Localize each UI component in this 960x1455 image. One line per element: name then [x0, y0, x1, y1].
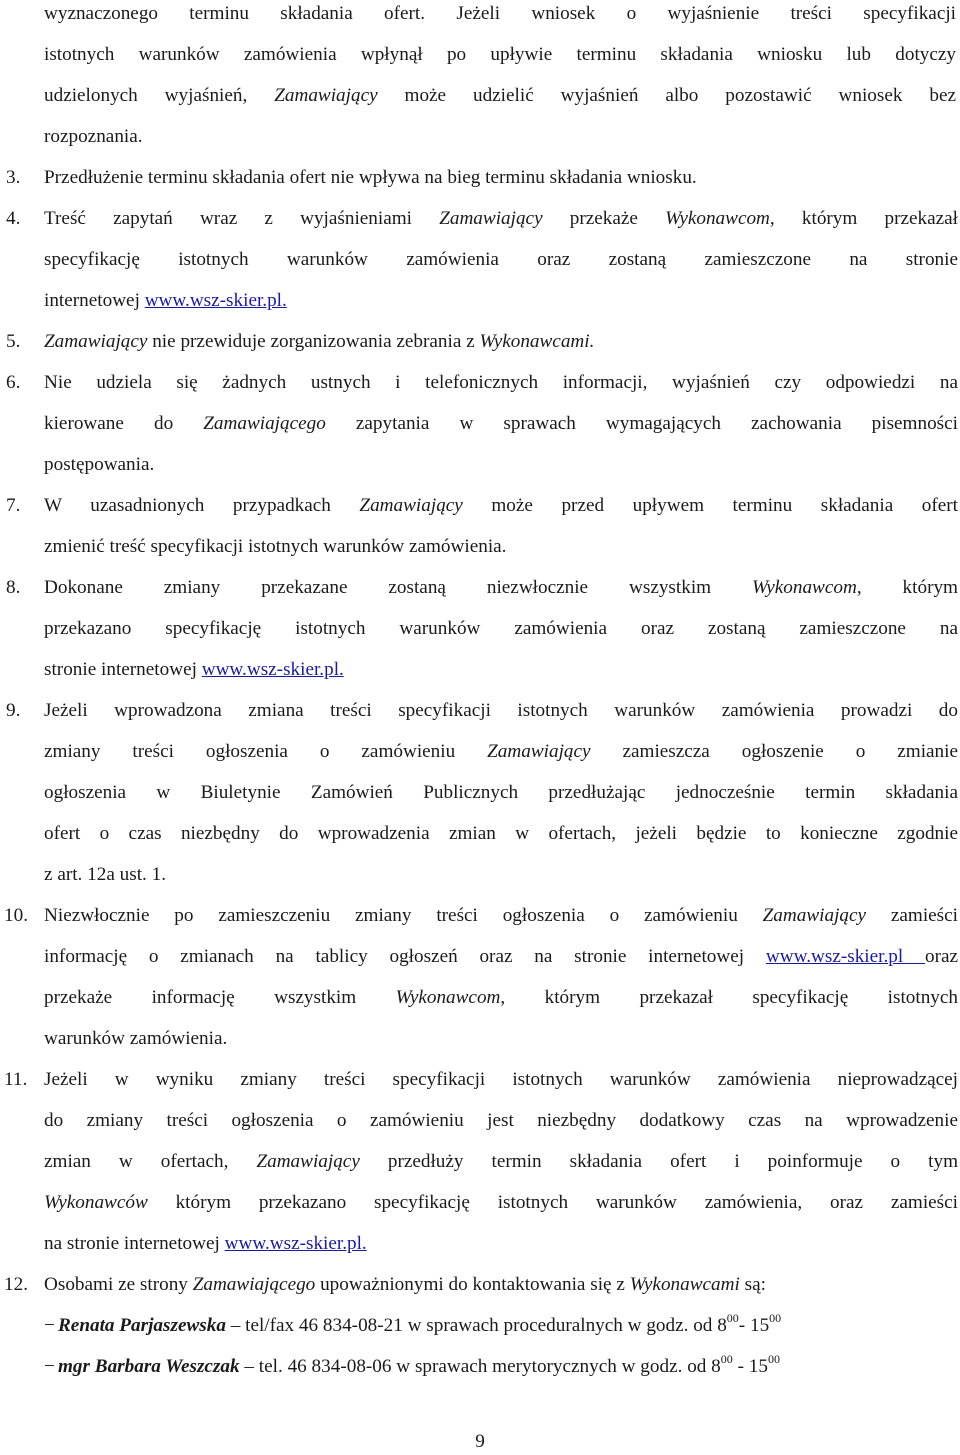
contact-text: Renata Parjaszewska – tel/fax 46 834-08-21 w sprawach proceduralnych w godz. od $8^{00}-$ $15^{00}$	[58, 1311, 782, 1336]
text-mixed	[44, 75, 956, 116]
text-line	[0, 0, 960, 34]
item-number: 8.	[6, 577, 21, 598]
item-number: 4.	[6, 208, 21, 229]
text-line	[0, 526, 960, 567]
term-wykonawcom: Wykonawcom	[752, 577, 857, 598]
term-zamawiajacego: Zamawiającego	[192, 1274, 316, 1295]
item-text: stronie internetowej www.wsz-skier.pl.	[44, 659, 344, 680]
list-item-9	[0, 690, 960, 731]
term-wykonawcom: Wykonawcom	[395, 987, 501, 1008]
item-text: Niezwłocznie po zamieszczeniu zmiany treści ogłoszenia o zamówieniu Zamawiający zamieści	[44, 905, 958, 926]
item-text: na stronie internetowej www.wsz-skier.pl.	[44, 1233, 367, 1254]
text: może udzielić wyjaśnień albo pozostawić wniosek bez	[377, 85, 956, 106]
text-line	[0, 75, 960, 116]
item-text: internetowej www.wsz-skier.pl.	[44, 290, 287, 311]
text-line	[0, 1100, 960, 1141]
list-item-3	[0, 157, 960, 198]
item-text: ofert o czas niezbędny do wprowadzenia zmian w ofertach, jeżeli będzie to konieczne zgodnie	[44, 823, 958, 844]
item-text: Zamawiający nie przewiduje zorganizowania zebrania z Wykonawcami.	[44, 331, 595, 352]
item-text: Osobami ze strony Zamawiającego upoważnionymi do kontaktowania się z Wykonawcami są:	[44, 1274, 766, 1295]
item-text: W uzasadnionych przypadkach Zamawiający może przed upływem terminu składania ofert	[44, 495, 958, 516]
text-line	[0, 977, 960, 1018]
term-zamawiajacy: Zamawiający	[44, 331, 148, 352]
item-number: 3.	[6, 167, 21, 188]
item-text: Dokonane zmiany przekazane zostaną niezwłocznie wszystkim Wykonawcom, którym	[44, 577, 958, 598]
text-line	[0, 116, 960, 157]
item-text: Wykonawców którym przekazano specyfikację istotnych warunków zamówienia, oraz zamieści	[44, 1192, 958, 1213]
item-number: 5.	[6, 331, 21, 352]
term-zamawiajacy: Zamawiający	[274, 85, 378, 106]
text-line	[0, 1141, 960, 1182]
item-number: 6.	[6, 372, 21, 393]
page-number: 9	[475, 1431, 485, 1452]
text-line	[0, 444, 960, 485]
text-line	[0, 239, 960, 280]
term-zamawiajacy: Zamawiający	[359, 495, 463, 516]
text-line	[0, 34, 960, 75]
item-text: do zmiany treści ogłoszenia o zamówieniu jest niezbędny dodatkowy czas na wprowadzenie	[44, 1110, 958, 1131]
item-text: przekazano specyfikację istotnych warunków zamówienia oraz zostaną zamieszczone na	[44, 618, 958, 639]
text-line	[0, 731, 960, 772]
dash-bullet: −	[44, 1356, 55, 1377]
term-zamawiajacy: Zamawiający	[762, 905, 867, 926]
list-item-6	[0, 362, 960, 403]
term-wykonawcow: Wykonawców	[44, 1192, 148, 1213]
term-zamawiajacy: Zamawiający	[439, 208, 543, 229]
item-text: z art. 12a ust. 1.	[44, 864, 167, 885]
text: wyznaczonego terminu składania ofert. Jeżeli wniosek o wyjaśnienie treści specyfikacji	[44, 3, 956, 24]
item-number: 12.	[4, 1274, 28, 1295]
text-line	[0, 649, 960, 690]
item-text: specyfikację istotnych warunków zamówienia oraz zostaną zamieszczone na stronie	[44, 249, 958, 270]
item-text: kierowane do Zamawiającego zapytania w sprawach wymagających zachowania pisemności	[44, 413, 958, 434]
contact-name: Renata Parjaszewska	[58, 1315, 226, 1336]
item-text: warunków zamówienia.	[44, 1028, 228, 1049]
item-text: Jeżeli w wyniku zmiany treści specyfikacji istotnych warunków zamówienia nieprowadzącej	[44, 1069, 958, 1090]
list-item-7	[0, 485, 960, 526]
contact-name: mgr Barbara Weszczak	[58, 1356, 240, 1377]
text-line	[0, 936, 960, 977]
item-text: Treść zapytań wraz z wyjaśnieniami Zamawiający przekaże Wykonawcom, którym przekazał	[44, 208, 958, 229]
term-wykonawcom: Wykonawcom	[665, 208, 770, 229]
item-number: 9.	[6, 700, 21, 721]
list-item-12	[0, 1264, 960, 1305]
text-line	[0, 1018, 960, 1059]
item-number: 7.	[6, 495, 21, 516]
text: udzielonych wyjaśnień,	[44, 85, 275, 106]
item-number: 11.	[4, 1069, 28, 1090]
item-text: informację o zmianach na tablicy ogłoszeń oraz na stronie internetowej www.wsz-skier.pl oraz	[44, 946, 958, 967]
item-text: przekaże informację wszystkim Wykonawcom, którym przekazał specyfikację istotnych	[44, 987, 958, 1008]
text: istotnych warunków zamówienia wpłynął po upływie terminu składania wniosku lub dotyczy	[44, 44, 956, 65]
contact-text: mgr Barbara Weszczak – tel. 46 834-08-06 w sprawach merytorycznych w godz. od $8^{00} - 15^{00}$	[58, 1352, 780, 1377]
text-line	[0, 854, 960, 895]
list-item-11	[0, 1059, 960, 1100]
text: rozpoznania.	[44, 126, 143, 147]
website-link[interactable]: www.wsz-skier.pl.	[144, 290, 287, 311]
text-line	[0, 280, 960, 321]
list-item-10	[0, 895, 960, 936]
term-zamawiajacy: Zamawiający	[256, 1151, 360, 1172]
list-item-4	[0, 198, 960, 239]
item-text: ogłoszenia w Biuletynie Zamówień Publicznych przedłużając jednocześnie termin składania	[44, 782, 958, 803]
dash-bullet: −	[44, 1315, 55, 1336]
term-wykonawcami: Wykonawcami	[629, 1274, 740, 1295]
website-link[interactable]: www.wsz-skier.pl.	[201, 659, 344, 680]
website-link[interactable]: www.wsz-skier.pl	[765, 946, 925, 967]
list-item-5	[0, 321, 960, 362]
contact-line	[0, 1305, 960, 1346]
term-wykonawcami: Wykonawcami.	[479, 331, 595, 352]
contact-line	[0, 1346, 960, 1387]
text-line	[0, 1223, 960, 1264]
term-zamawiajacego: Zamawiającego	[203, 413, 326, 434]
item-text: zmian w ofertach, Zamawiający przedłuży termin składania ofert i poinformuje o tym	[44, 1151, 958, 1172]
list-item-8	[0, 567, 960, 608]
item-text: zmienić treść specyfikacji istotnych warunków zamówienia.	[44, 536, 507, 557]
text-line	[0, 403, 960, 444]
text-line	[0, 772, 960, 813]
term-zamawiajacy: Zamawiający	[487, 741, 591, 762]
text-line	[0, 813, 960, 854]
website-link[interactable]: www.wsz-skier.pl.	[224, 1233, 367, 1254]
item-number: 10.	[4, 905, 28, 926]
text-line	[0, 608, 960, 649]
item-text: Jeżeli wprowadzona zmiana treści specyfikacji istotnych warunków zamówienia prowadzi do	[44, 700, 958, 721]
item-text: zmiany treści ogłoszenia o zamówieniu Zamawiający zamieszcza ogłoszenie o zmianie	[44, 741, 958, 762]
item-text: postępowania.	[44, 454, 155, 475]
item-text: Przedłużenie terminu składania ofert nie wpływa na bieg terminu składania wniosku.	[44, 167, 697, 188]
text-line	[0, 1182, 960, 1223]
item-text: Nie udziela się żadnych ustnych i telefonicznych informacji, wyjaśnień czy odpowiedzi na	[44, 372, 958, 393]
